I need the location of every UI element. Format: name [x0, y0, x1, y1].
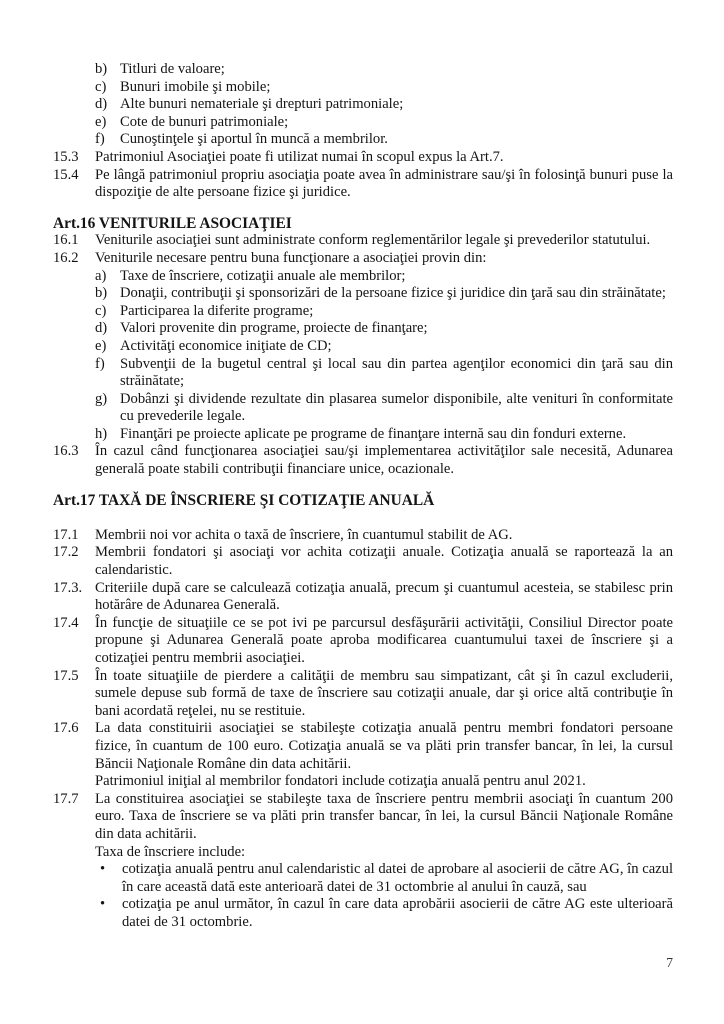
clause-number: 16.1 [53, 232, 79, 249]
clause-text: În funcţie de situaţiile ce se pot ivi pe parcursul desfăşurării activităţii, Consiliul Director poate propune şi Adunarea Generală poate aproba modificarea cuantumului taxei de înscriere şi a cotizaţiei pentru membrii asociaţiei. [95, 614, 673, 666]
list-item-text: Taxe de înscriere, cotizaţii anuale ale membrilor; [120, 267, 406, 284]
clause-text: La data constituirii asociaţiei se stabileşte cotizaţia anuală pentru membri fondatori persoane fizice, în cuantum de 100 euro. Cotizaţia anuală se va plăti prin transfer bancar, în lei, la cursul Băncii Naţionale Române din data achitării. [95, 720, 673, 772]
clause-number: 17.4 [53, 614, 79, 631]
clause-number: 17.2 [53, 544, 79, 561]
list-item-16b [95, 285, 673, 303]
clause-text: În toate situaţiile de pierdere a calităţii de membru sau simpatizant, cât şi în cazul excluderii, sumele depuse sub formă de taxe de înscriere sau cotizaţii anuale, dar şi orice altă contribuţie în bani acordată reţelei, nu se restituie. [95, 667, 673, 719]
clause-number: 15.3 [53, 148, 79, 165]
clause-16-1 [53, 232, 673, 250]
clause-text: Membrii fondatori şi asociaţi vor achita cotizaţii anuale. Cotizaţia anuală se raportează la an calendaristic. [95, 544, 673, 579]
list-item-label: c) [95, 302, 107, 319]
list-item-15d [95, 96, 673, 114]
document-content [53, 61, 673, 932]
list-item-label: f) [95, 355, 105, 372]
clause-16-3 [53, 443, 673, 478]
clause-number: 17.3. [53, 579, 83, 596]
list-item-16e [95, 338, 673, 356]
list-item-16a [95, 268, 673, 286]
list-item-text: Cunoştinţele şi aportul în muncă a membrilor. [120, 131, 388, 148]
list-item-text: Finanţări pe proiecte aplicate pe programe de finanţare internă sau din fonduri externe. [120, 425, 627, 442]
list-item-text: Alte bunuri nemateriale şi drepturi patrimoniale; [120, 96, 404, 113]
list-item-label: b) [95, 285, 108, 302]
list-item-16g [95, 391, 673, 426]
article-16-heading: Art.16 VENITURILE ASOCIAŢIEI [53, 214, 292, 232]
list-item-text: Donaţii, contribuţii şi sponsorizări de la persoane fizice şi juridice din ţară sau din străinătate; [120, 285, 666, 302]
clause-text: Membrii noi vor achita o taxă de înscriere, în cuantumul stabilit de AG. [95, 526, 513, 543]
clause-text: În cazul când funcţionarea asociaţiei sau/şi implementarea activităţilor sale necesită, Adunarea generală poate stabili contribuţii financiare unice, ocazionale. [95, 443, 673, 478]
clause-17-4 [53, 615, 673, 668]
list-item-text: Titluri de valoare; [120, 61, 225, 77]
list-item-15e [95, 114, 673, 132]
clause-number: 15.4 [53, 166, 79, 183]
list-item-16d [95, 320, 673, 338]
list-item-15c [95, 79, 673, 97]
clause-17-6 [53, 720, 673, 773]
bullet-icon: • [100, 861, 106, 878]
clause-number: 17.5 [53, 667, 79, 684]
clause-text: Patrimoniul Asociaţiei poate fi utilizat numai în scopul expus la Art.7. [95, 148, 504, 165]
bullet-text: cotizaţia anuală pentru anul calendaristic al datei de aprobare al asocierii de către AG, în cazul în care această dată este anterioară datei de 31 octombrie al anului în cauză, sau [122, 861, 673, 895]
list-item-label: d) [95, 96, 108, 113]
clause-number: 16.3 [53, 443, 79, 460]
list-item-label: e) [95, 113, 107, 130]
clause-17-5 [53, 668, 673, 721]
clause-text: Pe lângă patrimoniul propriu asociaţia poate avea în administrare sau/şi în folosinţă bunuri puse la dispoziţie de alte persoane fizice şi juridice. [95, 166, 673, 201]
list-item-16f [95, 356, 673, 391]
list-item-label: b) [95, 61, 108, 77]
list-item-label: a) [95, 267, 107, 284]
clause-number: 17.7 [53, 790, 79, 807]
clause-17-1 [53, 527, 673, 545]
list-item-text: Dobânzi şi dividende rezultate din plasarea sumelor disponibile, alte venituri în conformitate cu prevederile legale. [120, 390, 673, 425]
clause-text: Veniturile asociaţiei sunt administrate conform reglementărilor legale şi prevederilor statutului. [95, 232, 651, 249]
list-item-text: Valori provenite din programe, proiecte de finanţare; [120, 320, 428, 337]
bullet-item-1 [95, 861, 673, 896]
article-17-heading: Art.17 TAXĂ DE ÎNSCRIERE ŞI COTIZAŢIE ANUALĂ [53, 491, 435, 509]
bullet-icon: • [100, 896, 106, 913]
clause-text: Veniturile necesare pentru buna funcţionare a asociaţiei provin din: [95, 249, 487, 266]
list-item-label: c) [95, 78, 107, 95]
clause-15-3 [53, 149, 673, 167]
list-item-16h [95, 426, 673, 444]
clause-15-4 [53, 167, 673, 202]
list-item-label: h) [95, 425, 108, 442]
clause-number: 17.1 [53, 526, 79, 543]
list-item-text: Cote de bunuri patrimoniale; [120, 113, 289, 130]
list-item-label: f) [95, 131, 105, 148]
page-number: 7 [666, 955, 673, 970]
list-item-label: d) [95, 320, 108, 337]
list-item-text: Subvenţii de la bugetul central şi local sau din partea agenţilor economici din ţară sau din străinătate; [120, 355, 673, 390]
clause-number: 16.2 [53, 249, 79, 266]
clause-17-2 [53, 544, 673, 579]
list-item-15f [95, 131, 673, 149]
list-item-label: e) [95, 337, 107, 354]
list-item-label: g) [95, 390, 108, 407]
list-item-text: Activităţi economice iniţiate de CD; [120, 337, 332, 354]
clause-number: 17.6 [53, 720, 79, 737]
clause-17-7 [53, 791, 673, 844]
list-item-15b [95, 61, 673, 79]
bullet-item-2 [95, 896, 673, 931]
clause-17-3 [53, 580, 673, 615]
clause-text: Criteriile după care se calculează cotizaţia anuală, precum şi cuantumul acesteia, se stabilesc prin hotărâre de Adunarea Generală. [95, 579, 673, 614]
clause-16-2 [53, 250, 673, 268]
list-item-16c [95, 303, 673, 321]
clause-17-6-paragraph-2: Patrimoniul iniţial al membrilor fondatori include cotizaţia anuală pentru anul 2021. [95, 773, 586, 790]
bullet-text: cotizaţia pe anul următor, în cazul în care data aprobării asocierii de către AG este ulterioară datei de 31 octombrie. [122, 896, 673, 930]
list-item-text: Bunuri imobile şi mobile; [120, 78, 271, 95]
list-item-text: Participarea la diferite programe; [120, 302, 314, 319]
clause-text: La constituirea asociaţiei se stabileşte taxa de înscriere pentru membrii asociaţi în cuantum 200 euro. Taxa de înscriere se va plăti prin transfer bancar, în lei, la cursul Băncii Naţionale Române din data achitării. [95, 790, 673, 842]
clause-17-7-paragraph-2: Taxa de înscriere include: [95, 843, 246, 860]
